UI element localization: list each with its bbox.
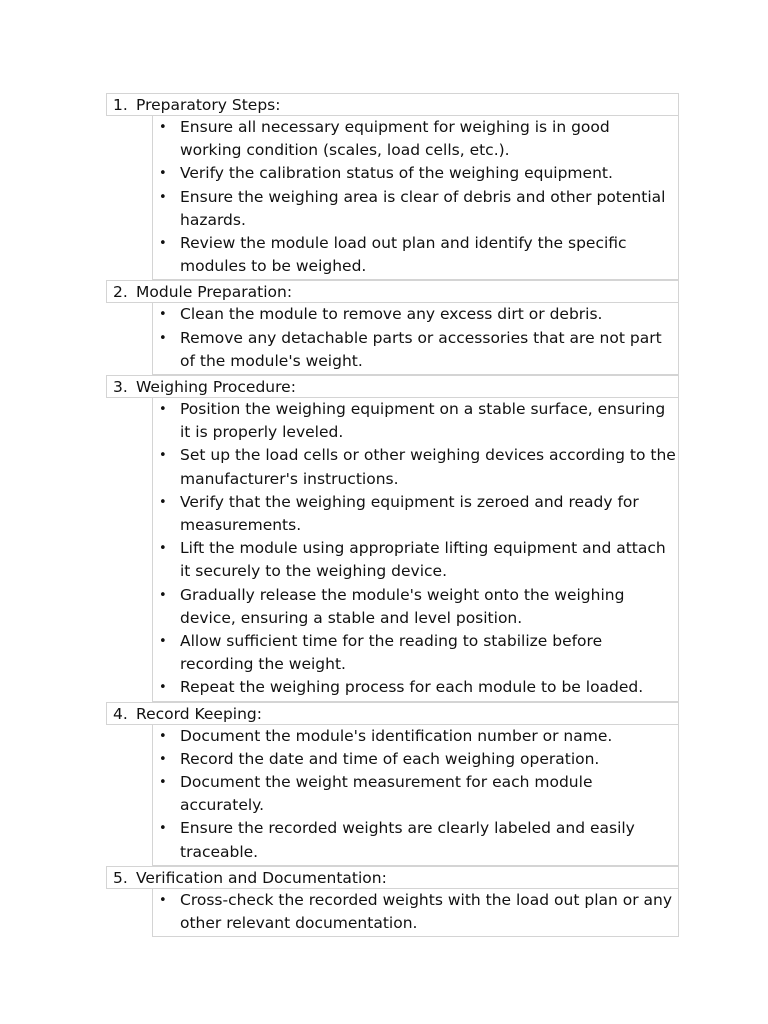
procedure-section	[106, 702, 679, 866]
list-item-text: Ensure all necessary equipment for weighing is in good working condition (scales, load cells, etc.).	[180, 118, 610, 160]
list-item	[153, 186, 678, 232]
list-item-text: Ensure the recorded weights are clearly labeled and easily traceable.	[180, 819, 635, 861]
list-item-text: Document the module's identification number or name.	[180, 726, 613, 745]
bullet-icon: •	[159, 892, 167, 908]
list-item-text: Clean the module to remove any excess dirt or debris.	[180, 305, 603, 324]
bullet-icon: •	[159, 120, 167, 135]
section-title: Preparatory Steps:	[136, 96, 281, 114]
bullet-list	[152, 116, 679, 280]
bullet-icon: •	[159, 166, 167, 182]
list-item	[153, 771, 678, 817]
bullet-icon: •	[159, 189, 167, 205]
bullet-list	[152, 303, 679, 375]
bullet-icon: •	[159, 494, 167, 510]
bullet-icon: •	[159, 236, 167, 252]
bullet-icon: •	[159, 775, 167, 791]
bullet-icon: •	[159, 587, 167, 603]
section-number: 2.	[113, 283, 128, 302]
list-item	[153, 491, 678, 537]
list-item-text: Allow sufficient time for the reading to stabilize before recording the weight.	[180, 632, 603, 674]
list-item-text: Lift the module using appropriate lifting equipment and attach it securely to the weighing device.	[180, 539, 666, 581]
procedure-section	[106, 280, 679, 375]
section-title: Module Preparation:	[136, 283, 293, 302]
list-item-text: Verify the calibration status of the weighing equipment.	[180, 164, 613, 183]
bullet-list	[152, 889, 679, 937]
list-item-text: Verify that the weighing equipment is zeroed and ready for measurements.	[180, 492, 639, 535]
procedure-section	[106, 375, 679, 702]
list-item-text: Ensure the weighing area is clear of debris and other potential hazards.	[180, 187, 666, 229]
bullet-list	[152, 398, 679, 702]
list-item	[153, 584, 678, 630]
list-item-text: Record the date and time of each weighing operation.	[180, 749, 600, 768]
section-title: Weighing Procedure:	[136, 378, 296, 397]
list-item-text: Position the weighing equipment on a stable surface, ensuring it is properly leveled.	[180, 400, 666, 442]
section-title: Record Keeping:	[136, 704, 262, 723]
bullet-icon: •	[159, 307, 167, 323]
bullet-icon: •	[159, 728, 167, 744]
bullet-icon: •	[159, 634, 167, 650]
list-item	[153, 116, 678, 162]
list-item-text: Remove any detachable parts or accessories that are not part of the module's weight.	[180, 328, 662, 370]
section-number: 3.	[113, 378, 128, 397]
list-item	[153, 444, 678, 490]
bullet-icon: •	[159, 680, 167, 696]
list-item	[153, 748, 678, 771]
section-heading	[106, 93, 679, 116]
list-item-text: Document the weight measurement for each module accurately.	[180, 773, 593, 815]
section-number: 1.	[113, 96, 128, 114]
section-heading	[106, 702, 679, 725]
list-item-text: Gradually release the module's weight onto the weighing device, ensuring a stable and level position.	[180, 585, 625, 627]
list-item	[153, 537, 678, 583]
section-number: 5.	[113, 868, 128, 887]
list-item	[153, 817, 678, 863]
bullet-icon: •	[159, 821, 167, 837]
bullet-icon: •	[159, 448, 167, 464]
list-item	[153, 162, 678, 185]
procedure-section	[106, 93, 679, 280]
list-item	[153, 889, 678, 935]
list-item-text: Set up the load cells or other weighing devices according to the manufacturer's instructions.	[180, 446, 676, 488]
list-item-text: Repeat the weighing process for each module to be loaded.	[180, 678, 644, 697]
bullet-icon: •	[159, 330, 167, 346]
section-title: Verification and Documentation:	[136, 868, 387, 887]
section-heading	[106, 866, 679, 889]
list-item-text: Cross-check the recorded weights with the load out plan or any other relevant documentation.	[180, 890, 673, 933]
bullet-list	[152, 725, 679, 866]
list-item	[153, 327, 678, 373]
list-item	[153, 232, 678, 278]
section-heading	[106, 375, 679, 398]
procedure-document	[106, 93, 679, 937]
section-heading	[106, 280, 679, 303]
section-number: 4.	[113, 704, 128, 723]
bullet-icon: •	[159, 751, 167, 767]
list-item	[153, 303, 678, 326]
list-item	[153, 630, 678, 676]
list-item	[153, 398, 678, 444]
list-item-text: Review the module load out plan and identify the specific modules to be weighed.	[180, 234, 627, 276]
bullet-icon: •	[159, 541, 167, 557]
list-item	[153, 725, 678, 748]
list-item	[153, 676, 678, 699]
procedure-section	[106, 866, 679, 937]
bullet-icon: •	[159, 402, 167, 418]
